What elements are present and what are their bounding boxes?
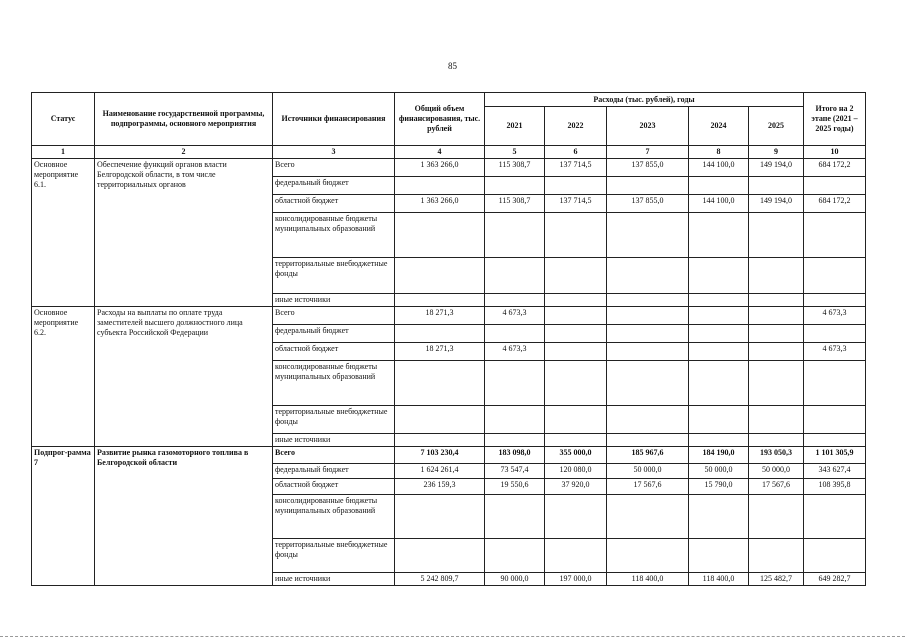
row-value xyxy=(485,177,545,195)
header-total: Общий объем финансирования, тыс. рублей xyxy=(395,93,485,146)
row-value: 183 098,0 xyxy=(485,447,545,464)
row-value: 115 308,7 xyxy=(485,195,545,213)
row-name: Развитие рынка газомоторного топлива в Белгородской области xyxy=(95,447,273,586)
row-value xyxy=(689,539,749,573)
row-value xyxy=(749,361,804,406)
row-value xyxy=(689,361,749,406)
row-source: территориальные внебюджетные фонды xyxy=(273,539,395,573)
row-value xyxy=(545,258,607,294)
row-value xyxy=(749,177,804,195)
row-value xyxy=(804,294,866,307)
row-value xyxy=(545,294,607,307)
row-value xyxy=(749,343,804,361)
row-value xyxy=(545,325,607,343)
row-value: 1 363 266,0 xyxy=(395,159,485,177)
row-value: 4 673,3 xyxy=(485,343,545,361)
row-value: 137 714,5 xyxy=(545,195,607,213)
row-value: 7 103 230,4 xyxy=(395,447,485,464)
column-number: 10 xyxy=(804,146,866,159)
row-value xyxy=(607,434,689,447)
row-value xyxy=(607,361,689,406)
row-value xyxy=(545,343,607,361)
row-value xyxy=(749,539,804,573)
row-source: консолидированные бюджеты муниципальных образований xyxy=(273,361,395,406)
row-value xyxy=(689,177,749,195)
column-number: 9 xyxy=(749,146,804,159)
row-value xyxy=(545,539,607,573)
row-value xyxy=(485,495,545,539)
row-value: 50 000,0 xyxy=(689,464,749,479)
row-value xyxy=(689,325,749,343)
row-value xyxy=(749,307,804,325)
table-row xyxy=(32,159,866,177)
row-value xyxy=(607,325,689,343)
row-value: 118 400,0 xyxy=(607,573,689,586)
row-source: консолидированные бюджеты муниципальных образований xyxy=(273,495,395,539)
row-value: 4 673,3 xyxy=(804,343,866,361)
row-value xyxy=(689,495,749,539)
row-value: 50 000,0 xyxy=(749,464,804,479)
row-status: Подпрог-рамма 7 xyxy=(32,447,95,586)
row-value xyxy=(689,307,749,325)
row-value: 37 920,0 xyxy=(545,479,607,495)
header-expenses: Расходы (тыс. рублей), годы xyxy=(485,93,804,107)
column-number: 1 xyxy=(32,146,95,159)
row-value: 18 271,3 xyxy=(395,343,485,361)
row-value xyxy=(485,294,545,307)
row-status: Основное мероприятие 6.1. xyxy=(32,159,95,307)
row-value: 193 050,3 xyxy=(749,447,804,464)
row-value xyxy=(689,213,749,258)
row-value xyxy=(804,434,866,447)
row-value xyxy=(545,307,607,325)
row-name: Обеспечение функций органов власти Белгородской области, в том числе территориальных органов xyxy=(95,159,273,307)
header-year: 2025 xyxy=(749,107,804,146)
row-value xyxy=(395,406,485,434)
header-name: Наименование государственной программы, подпрограммы, основного мероприятия xyxy=(95,93,273,146)
row-value xyxy=(804,177,866,195)
row-source: иные источники xyxy=(273,573,395,586)
row-value: 4 673,3 xyxy=(485,307,545,325)
header-status: Статус xyxy=(32,93,95,146)
row-value xyxy=(545,177,607,195)
row-source: областной бюджет xyxy=(273,343,395,361)
header-year: 2021 xyxy=(485,107,545,146)
row-value xyxy=(485,539,545,573)
row-source: иные источники xyxy=(273,294,395,307)
page-bottom-line xyxy=(0,636,905,637)
budget-table xyxy=(31,92,866,586)
row-value xyxy=(749,294,804,307)
row-value xyxy=(749,434,804,447)
row-value: 197 000,0 xyxy=(545,573,607,586)
row-value: 649 282,7 xyxy=(804,573,866,586)
row-value xyxy=(545,213,607,258)
row-value xyxy=(689,343,749,361)
row-value xyxy=(607,213,689,258)
row-value: 5 242 809,7 xyxy=(395,573,485,586)
header-year: 2023 xyxy=(607,107,689,146)
row-value xyxy=(395,258,485,294)
row-value: 144 100,0 xyxy=(689,159,749,177)
row-value: 1 363 266,0 xyxy=(395,195,485,213)
row-value xyxy=(395,539,485,573)
row-value xyxy=(804,258,866,294)
row-value: 137 855,0 xyxy=(607,195,689,213)
row-value xyxy=(804,495,866,539)
row-source: областной бюджет xyxy=(273,479,395,495)
row-value: 108 395,8 xyxy=(804,479,866,495)
column-number: 3 xyxy=(273,146,395,159)
row-value xyxy=(485,213,545,258)
column-number: 2 xyxy=(95,146,273,159)
row-value xyxy=(804,539,866,573)
row-value xyxy=(607,177,689,195)
row-value: 120 080,0 xyxy=(545,464,607,479)
row-value xyxy=(395,495,485,539)
row-value: 73 547,4 xyxy=(485,464,545,479)
row-value xyxy=(689,294,749,307)
row-status: Основное мероприятие 6.2. xyxy=(32,307,95,447)
row-source: областной бюджет xyxy=(273,195,395,213)
row-value: 19 550,6 xyxy=(485,479,545,495)
row-value: 137 855,0 xyxy=(607,159,689,177)
column-number: 8 xyxy=(689,146,749,159)
row-source: Всего xyxy=(273,307,395,325)
row-value xyxy=(545,406,607,434)
row-value: 1 624 261,4 xyxy=(395,464,485,479)
row-value: 15 790,0 xyxy=(689,479,749,495)
row-value: 236 159,3 xyxy=(395,479,485,495)
header-year: 2024 xyxy=(689,107,749,146)
row-value: 90 000,0 xyxy=(485,573,545,586)
row-source: федеральный бюджет xyxy=(273,464,395,479)
row-value: 184 190,0 xyxy=(689,447,749,464)
row-value xyxy=(485,361,545,406)
row-value xyxy=(607,258,689,294)
row-value xyxy=(804,406,866,434)
row-value xyxy=(607,495,689,539)
row-value xyxy=(749,258,804,294)
row-value: 17 567,6 xyxy=(607,479,689,495)
row-value xyxy=(395,294,485,307)
row-value: 149 194,0 xyxy=(749,159,804,177)
row-value xyxy=(749,406,804,434)
row-source: Всего xyxy=(273,159,395,177)
row-source: территориальные внебюджетные фонды xyxy=(273,258,395,294)
row-value xyxy=(395,361,485,406)
row-value: 115 308,7 xyxy=(485,159,545,177)
row-value: 1 101 305,9 xyxy=(804,447,866,464)
row-value xyxy=(607,539,689,573)
row-value: 144 100,0 xyxy=(689,195,749,213)
row-value: 50 000,0 xyxy=(607,464,689,479)
row-value xyxy=(545,495,607,539)
row-value: 17 567,6 xyxy=(749,479,804,495)
row-value: 18 271,3 xyxy=(395,307,485,325)
row-value: 684 172,2 xyxy=(804,159,866,177)
column-number: 7 xyxy=(607,146,689,159)
row-value xyxy=(749,213,804,258)
row-value xyxy=(689,406,749,434)
row-value xyxy=(749,325,804,343)
row-value xyxy=(804,325,866,343)
row-value xyxy=(545,361,607,406)
row-value xyxy=(607,307,689,325)
row-value xyxy=(395,213,485,258)
row-value xyxy=(804,213,866,258)
row-value xyxy=(607,343,689,361)
row-value xyxy=(485,258,545,294)
row-value xyxy=(395,325,485,343)
row-name: Расходы на выплаты по оплате труда заместителей высшего должностного лица субъекта Российской Федерации xyxy=(95,307,273,447)
header-sources: Источники финансирования xyxy=(273,93,395,146)
page-number: 85 xyxy=(448,61,457,71)
row-value xyxy=(689,434,749,447)
row-value xyxy=(395,434,485,447)
row-source: Всего xyxy=(273,447,395,464)
column-numbers-row xyxy=(32,146,866,159)
row-value: 4 673,3 xyxy=(804,307,866,325)
row-value xyxy=(689,258,749,294)
row-value xyxy=(607,406,689,434)
row-value: 343 627,4 xyxy=(804,464,866,479)
row-value xyxy=(607,294,689,307)
row-value xyxy=(485,325,545,343)
row-value xyxy=(804,361,866,406)
column-number: 4 xyxy=(395,146,485,159)
row-value xyxy=(485,434,545,447)
row-value: 684 172,2 xyxy=(804,195,866,213)
row-value: 137 714,5 xyxy=(545,159,607,177)
column-number: 6 xyxy=(545,146,607,159)
row-value: 125 482,7 xyxy=(749,573,804,586)
header-year: 2022 xyxy=(545,107,607,146)
row-value xyxy=(395,177,485,195)
table-row xyxy=(32,447,866,464)
table-row xyxy=(32,307,866,325)
row-value xyxy=(749,495,804,539)
row-value: 149 194,0 xyxy=(749,195,804,213)
column-number: 5 xyxy=(485,146,545,159)
row-source: консолидированные бюджеты муниципальных образований xyxy=(273,213,395,258)
row-value: 355 000,0 xyxy=(545,447,607,464)
row-source: федеральный бюджет xyxy=(273,177,395,195)
row-value: 185 967,6 xyxy=(607,447,689,464)
row-value xyxy=(485,406,545,434)
row-value: 118 400,0 xyxy=(689,573,749,586)
header-itogo: Итого на 2 этапе (2021 – 2025 годы) xyxy=(804,93,866,146)
row-source: иные источники xyxy=(273,434,395,447)
row-source: территориальные внебюджетные фонды xyxy=(273,406,395,434)
row-value xyxy=(545,434,607,447)
row-source: федеральный бюджет xyxy=(273,325,395,343)
